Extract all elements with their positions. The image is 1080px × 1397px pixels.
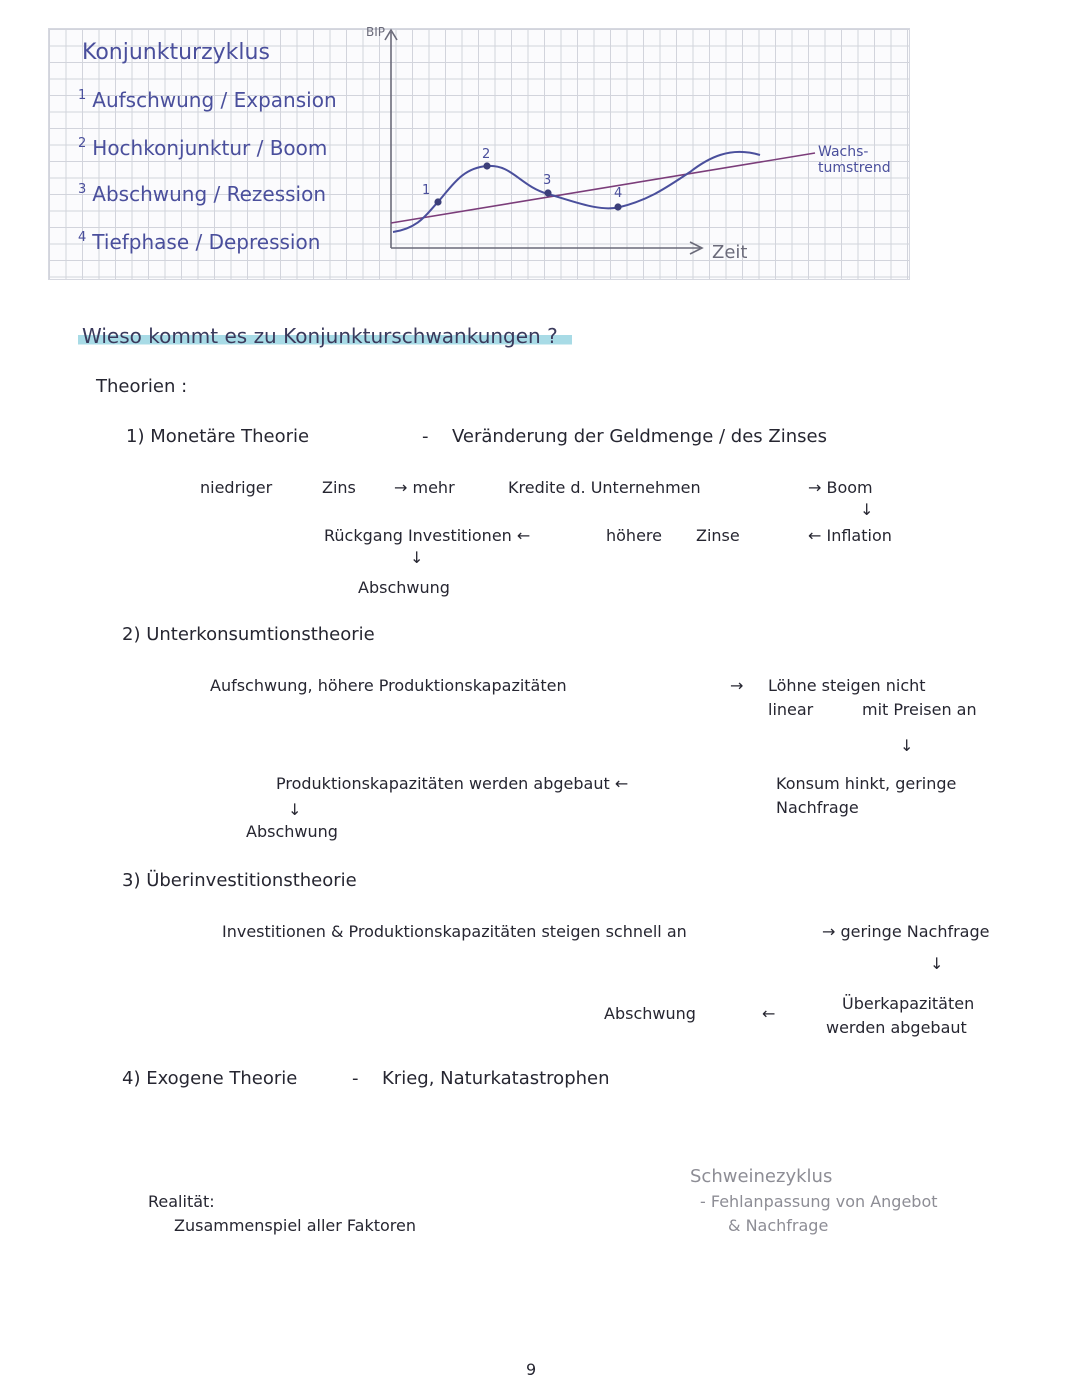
t2-r1b-line1: Löhne steigen nicht bbox=[768, 676, 926, 695]
t3-r2b-line1: Überkapazitäten bbox=[842, 994, 975, 1013]
legend-phase-2-label: Hochkonjunktur / Boom bbox=[92, 136, 328, 160]
t1-r1-1: Zins bbox=[322, 478, 356, 497]
point-label-3: 3 bbox=[543, 173, 552, 188]
t3-down-arrow: ↓ bbox=[930, 954, 944, 973]
t1-r3: Abschwung bbox=[358, 578, 450, 597]
legend-phase-1-num: 1 bbox=[78, 88, 87, 104]
t1-r1-4: → Boom bbox=[808, 478, 873, 497]
t3-title: 3) Überinvestitionstheorie bbox=[122, 870, 357, 891]
legend-phase-3-num: 3 bbox=[78, 182, 87, 198]
schweinezyklus-line1: - Fehlanpassung von Angebot bbox=[700, 1192, 938, 1211]
question-heading: Wieso kommt es zu Konjunkturschwankungen ? bbox=[78, 324, 572, 348]
legend-phase-4-num: 4 bbox=[78, 230, 87, 246]
t3-r2b-line2: werden abgebaut bbox=[826, 1018, 967, 1037]
t2-r1b-line2b: mit Preisen an bbox=[862, 700, 977, 719]
t2-r3: Abschwung bbox=[246, 822, 338, 841]
point-label-2: 2 bbox=[482, 147, 491, 162]
trend-line bbox=[391, 153, 815, 223]
cycle-point-3 bbox=[544, 189, 551, 196]
t2-r1: Aufschwung, höhere Produktionskapazitäten bbox=[210, 676, 567, 695]
theories-label: Theorien : bbox=[96, 376, 188, 397]
schweinezyklus-title: Schweinezyklus bbox=[690, 1166, 833, 1187]
business-cycle-chart bbox=[0, 0, 1080, 300]
t3-r2-arrow: ← bbox=[762, 1004, 776, 1023]
t3-r2a: Abschwung bbox=[604, 1004, 696, 1023]
x-axis-label: Zeit bbox=[712, 242, 748, 263]
t1-r1-2: → mehr bbox=[394, 478, 455, 497]
page-number: 9 bbox=[526, 1360, 537, 1379]
t1-title: 1) Monetäre Theorie bbox=[126, 426, 310, 447]
t2-r1b-line2a: linear bbox=[768, 700, 814, 719]
t4-dash: - bbox=[352, 1068, 359, 1089]
t1-r1-0: niedriger bbox=[200, 478, 273, 497]
legend-title: Konjunkturzyklus bbox=[82, 40, 270, 65]
schweinezyklus-line2: & Nachfrage bbox=[728, 1216, 829, 1235]
realitaet-label: Realität: bbox=[148, 1192, 215, 1211]
t2-r2: Produktionskapazitäten werden abgebaut ← bbox=[276, 774, 629, 793]
t2-title: 2) Unterkonsumtionstheorie bbox=[122, 624, 375, 645]
point-label-4: 4 bbox=[614, 186, 623, 201]
t2-r2b-line1: Konsum hinkt, geringe bbox=[776, 774, 957, 793]
t1-r2-0: Rückgang Investitionen ← bbox=[324, 526, 531, 545]
t3-r1b: → geringe Nachfrage bbox=[822, 922, 990, 941]
t4-title: 4) Exogene Theorie bbox=[122, 1068, 298, 1089]
t2-down-arrow: ↓ bbox=[900, 736, 914, 755]
cycle-point-1 bbox=[434, 198, 441, 205]
t3-r1: Investitionen & Produktionskapazitäten steigen schnell an bbox=[222, 922, 687, 941]
t2-r2b-line2: Nachfrage bbox=[776, 798, 859, 817]
t1-r2-3: ← Inflation bbox=[808, 526, 892, 545]
t2-arrow: → bbox=[730, 676, 744, 695]
y-axis-label: BIP bbox=[366, 25, 386, 39]
t1-r2-1: höhere bbox=[606, 526, 662, 545]
t2-left-down-arrow: ↓ bbox=[288, 800, 302, 819]
legend-phase-3-label: Abschwung / Rezession bbox=[92, 182, 327, 206]
cycle-point-2 bbox=[483, 162, 490, 169]
t4-desc: Krieg, Naturkatastrophen bbox=[382, 1068, 610, 1089]
legend-phase-2-num: 2 bbox=[78, 136, 87, 152]
t1-dash: - bbox=[422, 426, 429, 447]
trend-label: Wachs-tumstrend bbox=[818, 144, 891, 176]
cycle-point-4 bbox=[614, 203, 621, 210]
point-label-1: 1 bbox=[422, 183, 431, 198]
legend-phase-4-label: Tiefphase / Depression bbox=[92, 230, 321, 254]
legend-phase-1-label: Aufschwung / Expansion bbox=[92, 88, 337, 112]
t1-r1-3: Kredite d. Unternehmen bbox=[508, 478, 701, 497]
t1-boom-down-arrow: ↓ bbox=[860, 500, 874, 519]
realitaet-text: Zusammenspiel aller Faktoren bbox=[174, 1216, 416, 1235]
t1-desc: Veränderung der Geldmenge / des Zinses bbox=[452, 426, 827, 447]
t1-rueck-down-arrow: ↓ bbox=[410, 548, 424, 567]
t1-r2-2: Zinse bbox=[696, 526, 740, 545]
